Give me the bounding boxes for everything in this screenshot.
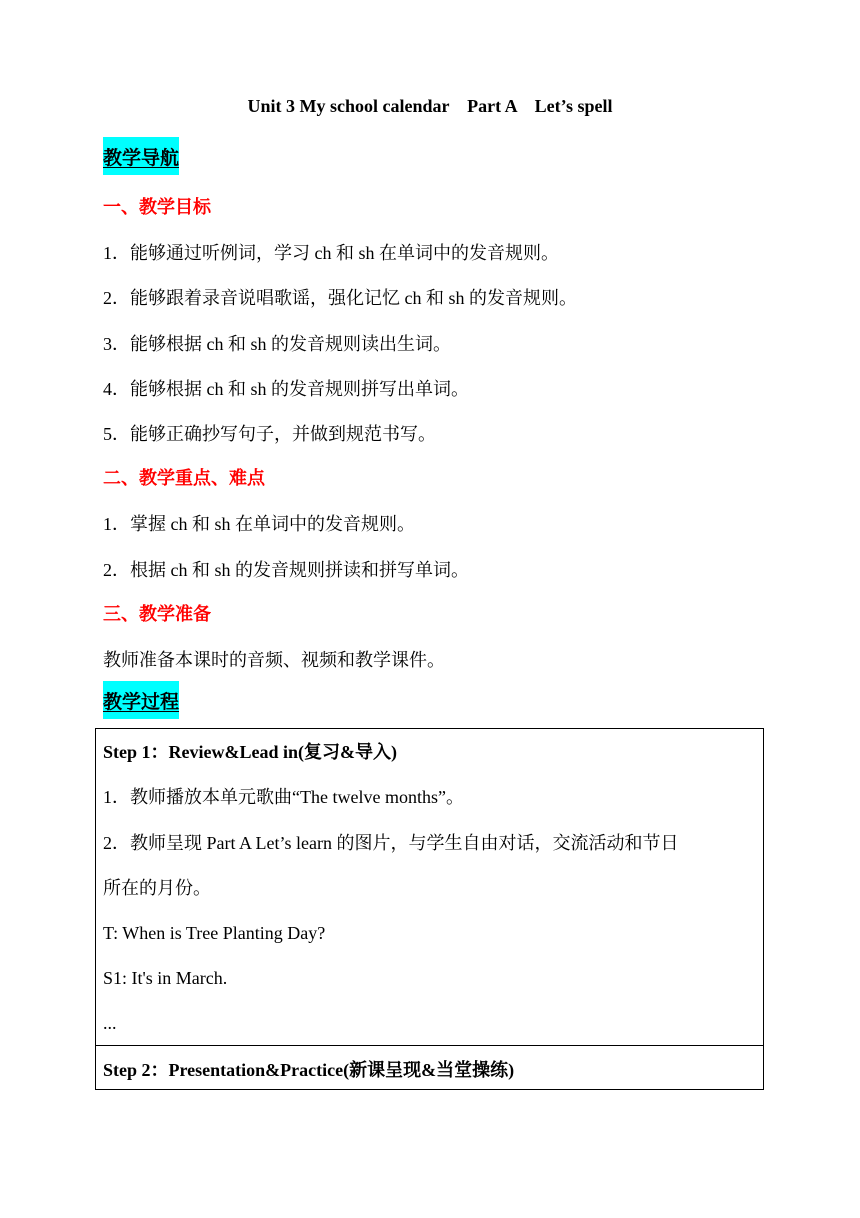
objective-line: 5．能够正确抄写句子，并做到规范书写。 (103, 424, 436, 444)
preparation-line: 教师准备本课时的音频、视频和教学课件。 (103, 650, 445, 670)
step-1-line: S1: It's in March. (103, 968, 228, 988)
guide-heading: 教学导航 (103, 137, 179, 175)
step-1-line: T: When is Tree Planting Day? (103, 923, 326, 943)
step-1-title: Step 1：Review&Lead in(复习&导入) (103, 742, 397, 762)
step-1-line: 2．教师呈现 Part A Let’s learn 的图片，与学生自由对话，交流活动和节日 (103, 833, 679, 853)
process-table (95, 728, 764, 1090)
step-1-line: ... (103, 1013, 117, 1033)
section-heading-objectives: 一、教学目标 (103, 197, 211, 218)
objective-line: 1．能够通过听例词，学习 ch 和 sh 在单词中的发音规则。 (103, 243, 559, 263)
document-title: Unit 3 My school calendar Part A Let’s spell (247, 96, 613, 116)
objective-line: 3．能够根据 ch 和 sh 的发音规则读出生词。 (103, 334, 451, 354)
section-heading-preparation: 三、教学准备 (103, 604, 211, 625)
section-heading-key-points: 二、教学重点、难点 (103, 468, 265, 489)
table-row-divider (96, 1045, 763, 1046)
step-1-line: 1．教师播放本单元歌曲“The twelve months”。 (103, 787, 464, 807)
objective-line: 4．能够根据 ch 和 sh 的发音规则拼写出单词。 (103, 379, 469, 399)
step-1-line: 所在的月份。 (103, 878, 211, 898)
step-2-title: Step 2：Presentation&Practice(新课呈现&当堂操练) (103, 1060, 515, 1080)
key-point-line: 1．掌握 ch 和 sh 在单词中的发音规则。 (103, 514, 415, 534)
key-point-line: 2．根据 ch 和 sh 的发音规则拼读和拼写单词。 (103, 560, 469, 580)
process-heading: 教学过程 (103, 681, 179, 719)
objective-line: 2．能够跟着录音说唱歌谣，强化记忆 ch 和 sh 的发音规则。 (103, 288, 577, 308)
